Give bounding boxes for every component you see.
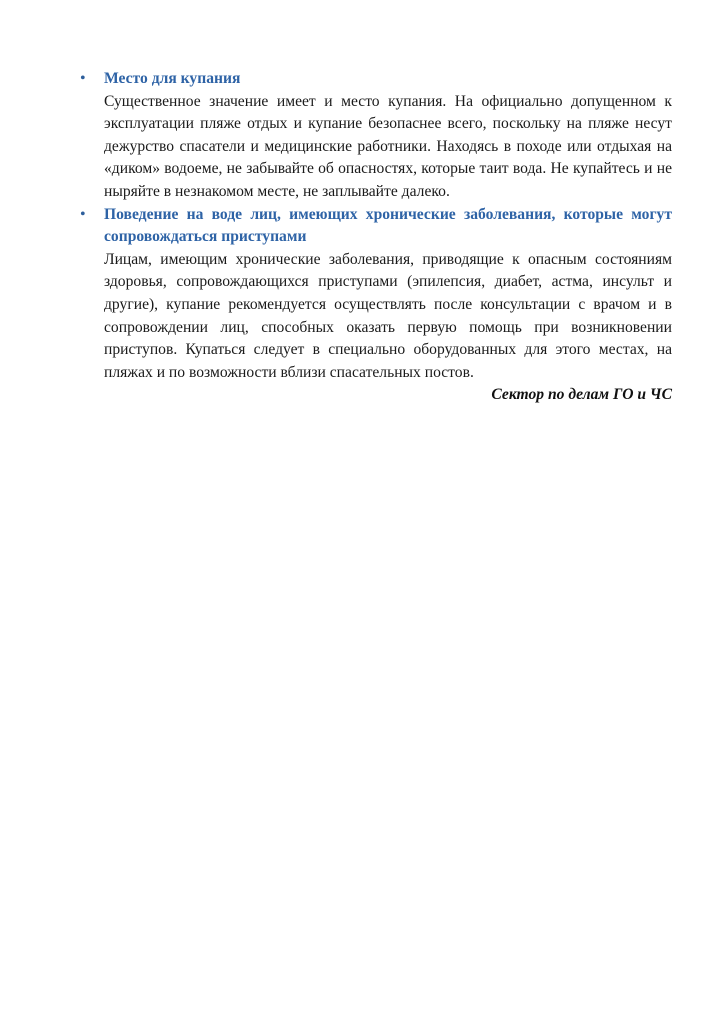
section-heading: Поведение на воде лиц, имеющих хронические заболевания, которые могут сопровождаться приступами xyxy=(104,205,672,246)
document-content xyxy=(80,68,672,407)
bullet-icon: • xyxy=(80,70,86,87)
section-paragraph: Существенное значение имеет и место купания. На официально допущенном к эксплуатации пляже отдых и купание безопаснее всего, поскольку на пляже несут дежурство спасатели и медицинские работники. Находясь в походе или отдыхая на «диком» водоеме, не забывайте об опасностях, которые таит вода. Не купайтесь и не ныряйте в незнакомом месте, не заплывайте далеко. xyxy=(104,92,672,200)
section-paragraph: Лицам, имеющим хронические заболевания, приводящие к опасным состояниям здоровья, сопровождающихся приступами (эпилепсия, диабет, астма, инсульт и другие), купание рекомендуется осуществлять после консультации с врачом и в сопровождении лиц, способных оказать первую помощь при возникновении приступов. Купаться следует в специально оборудованных для этого местах, на пляжах и по возможности вблизи спасательных постов. xyxy=(104,250,672,381)
list-item-swimming-place xyxy=(80,68,672,204)
section-heading: Место для купания xyxy=(104,70,241,87)
signature: Сектор по делам ГО и ЧС xyxy=(491,386,672,404)
list-item-chronic-conditions xyxy=(80,204,672,385)
bullet-icon: • xyxy=(80,205,86,223)
